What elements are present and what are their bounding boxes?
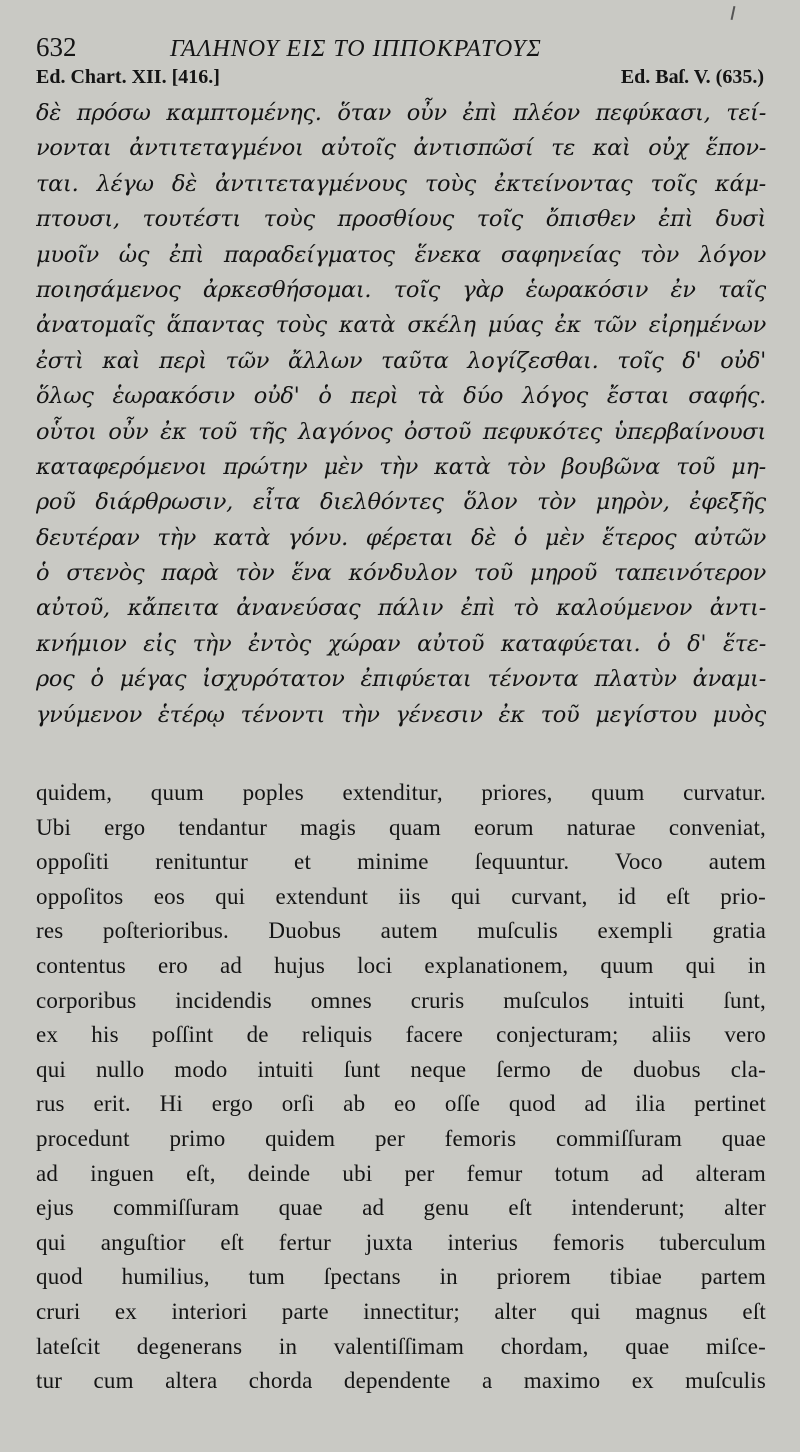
latin-line: ejus commiſſuram quae ad genu eſt intenderunt; alter [36, 1195, 766, 1221]
latin-line: oppoſiti renituntur et minime ſequuntur. Voco autem [36, 849, 766, 875]
latin-line: cruri ex interiori parte innectitur; alter qui magnus eſt [36, 1298, 766, 1324]
latin-line: Ubi ergo tendantur magis quam eorum naturae conveniat, [36, 814, 766, 840]
running-title: ΓΑΛΗΝΟΥ ΕΙΣ ΤΟ ΙΠΠΟΚΡΑΤΟΥΣ [170, 36, 542, 62]
greek-line: ὁ στενὸς παρὰ τὸν ἕνα κόνδυλον τοῦ μηροῦ ταπεινότερον [36, 560, 766, 587]
greek-line: μυοῖν ὡς ἐπὶ παραδείγματος ἕνεκα σαφηνείας τὸν λόγον [36, 241, 766, 268]
greek-line: δευτέραν τὴν κατὰ γόνυ. φέρεται δὲ ὁ μὲν ἕτερος αὐτῶν [36, 524, 766, 551]
greek-text-block [36, 96, 766, 733]
greek-line: καταφερόμενοι πρώτην μὲν τὴν κατὰ τὸν βουβῶνα τοῦ μη- [36, 453, 766, 480]
stray-mark [731, 6, 736, 20]
latin-line: quod humilius, tum ſpectans in priorem tibiae partem [36, 1264, 766, 1290]
latin-line: rus erit. Hi ergo orſi ab eo oſſe quod ad ilia pertinet [36, 1091, 766, 1117]
greek-line: ται. λέγω δὲ ἀντιτεταγμένους τοὺς ἐκτείνοντας τοῖς κάμ- [36, 170, 766, 197]
greek-line: ροῦ διάρθρωσιν, εἶτα διελθόντες ὅλον τὸν μηρὸν, ἐφεξῆς [36, 489, 766, 516]
latin-line: tur cum altera chorda dependente a maximo ex muſculis [36, 1368, 766, 1394]
greek-line: αὐτοῦ, κἄπειτα ἀνανεύσας πάλιν ἐπὶ τὸ καλούμενον ἀντι- [36, 595, 766, 622]
edition-basel-ref: Ed. Baſ. V. (635.) [620, 66, 764, 88]
latin-line: corporibus incidendis omnes cruris muſculos intuiti ſunt, [36, 987, 766, 1013]
greek-line: ἀνατομαῖς ἅπαντας τοὺς κατὰ σκέλη μύας ἐκ τῶν εἰρημένων [36, 312, 766, 339]
greek-line: οὗτοι οὖν ἐκ τοῦ τῆς λαγόνος ὀστοῦ πεφυκότες ὑπερβαίνουσι [36, 418, 766, 445]
latin-line: contentus ero ad hujus loci explanationem, quum qui in [36, 952, 766, 978]
page-header [36, 26, 764, 66]
greek-line: ποιησάμενος ἀρκεσθήσομαι. τοῖς γὰρ ἑωρακόσιν ἐν ταῖς [36, 276, 766, 303]
latin-line: qui anguſtior eſt fertur juxta interius femoris tuberculum [36, 1229, 766, 1255]
latin-line: procedunt primo quidem per femoris commiſſuram quae [36, 1125, 766, 1151]
greek-line: ὅλως ἑωρακόσιν οὐδ' ὁ περὶ τὰ δύο λόγος ἔσται σαφής. [36, 383, 766, 410]
greek-line: πτουσι, τουτέστι τοὺς προσθίους τοῖς ὄπισθεν ἐπὶ δυσὶ [36, 206, 766, 233]
latin-line: qui nullo modo intuiti ſunt neque ſermo de duobus cla- [36, 1056, 766, 1082]
latin-line: ad inguen eſt, deinde ubi per femur totum ad alteram [36, 1160, 766, 1186]
edition-chart-ref: Ed. Chart. XII. [416.] [36, 66, 220, 88]
greek-line: ρος ὁ μέγας ἰσχυρότατον ἐπιφύεται τένοντα πλατὺν ἀναμι- [36, 666, 766, 693]
page-number: 632 [36, 32, 77, 62]
greek-line: κνήμιον εἰς τὴν ἐντὸς χώραν αὐτοῦ καταφύεται. ὁ δ' ἕτε- [36, 630, 766, 657]
latin-line: quidem, quum poples extenditur, priores, quum curvatur. [36, 780, 766, 805]
edition-references [36, 66, 764, 94]
greek-line: γνύμενον ἑτέρῳ τένοντι τὴν γένεσιν ἐκ τοῦ μεγίστου μυὸς [36, 701, 766, 728]
latin-line: oppoſitos eos qui extendunt iis qui curvant, id eſt prio- [36, 883, 766, 909]
latin-text-block [36, 776, 766, 1399]
latin-line: ex his poſſint de reliquis facere conjecturam; aliis vero [36, 1022, 766, 1048]
greek-line: νονται ἀντιτεταγμένοι αὐτοῖς ἀντισπῶσί τε καὶ οὐχ ἕπον- [36, 135, 766, 162]
latin-line: lateſcit degenerans in valentiſſimam chordam, quae miſce- [36, 1333, 766, 1359]
greek-line: ἐστὶ καὶ περὶ τῶν ἄλλων ταῦτα λογίζεσθαι. τοῖς δ' οὐδ' [36, 347, 766, 374]
latin-line: res poſterioribus. Duobus autem muſculis exempli gratia [36, 918, 766, 944]
greek-line: δὲ πρόσω καμπτομένης. ὅταν οὖν ἐπὶ πλέον πεφύκασι, τεί- [36, 100, 766, 126]
